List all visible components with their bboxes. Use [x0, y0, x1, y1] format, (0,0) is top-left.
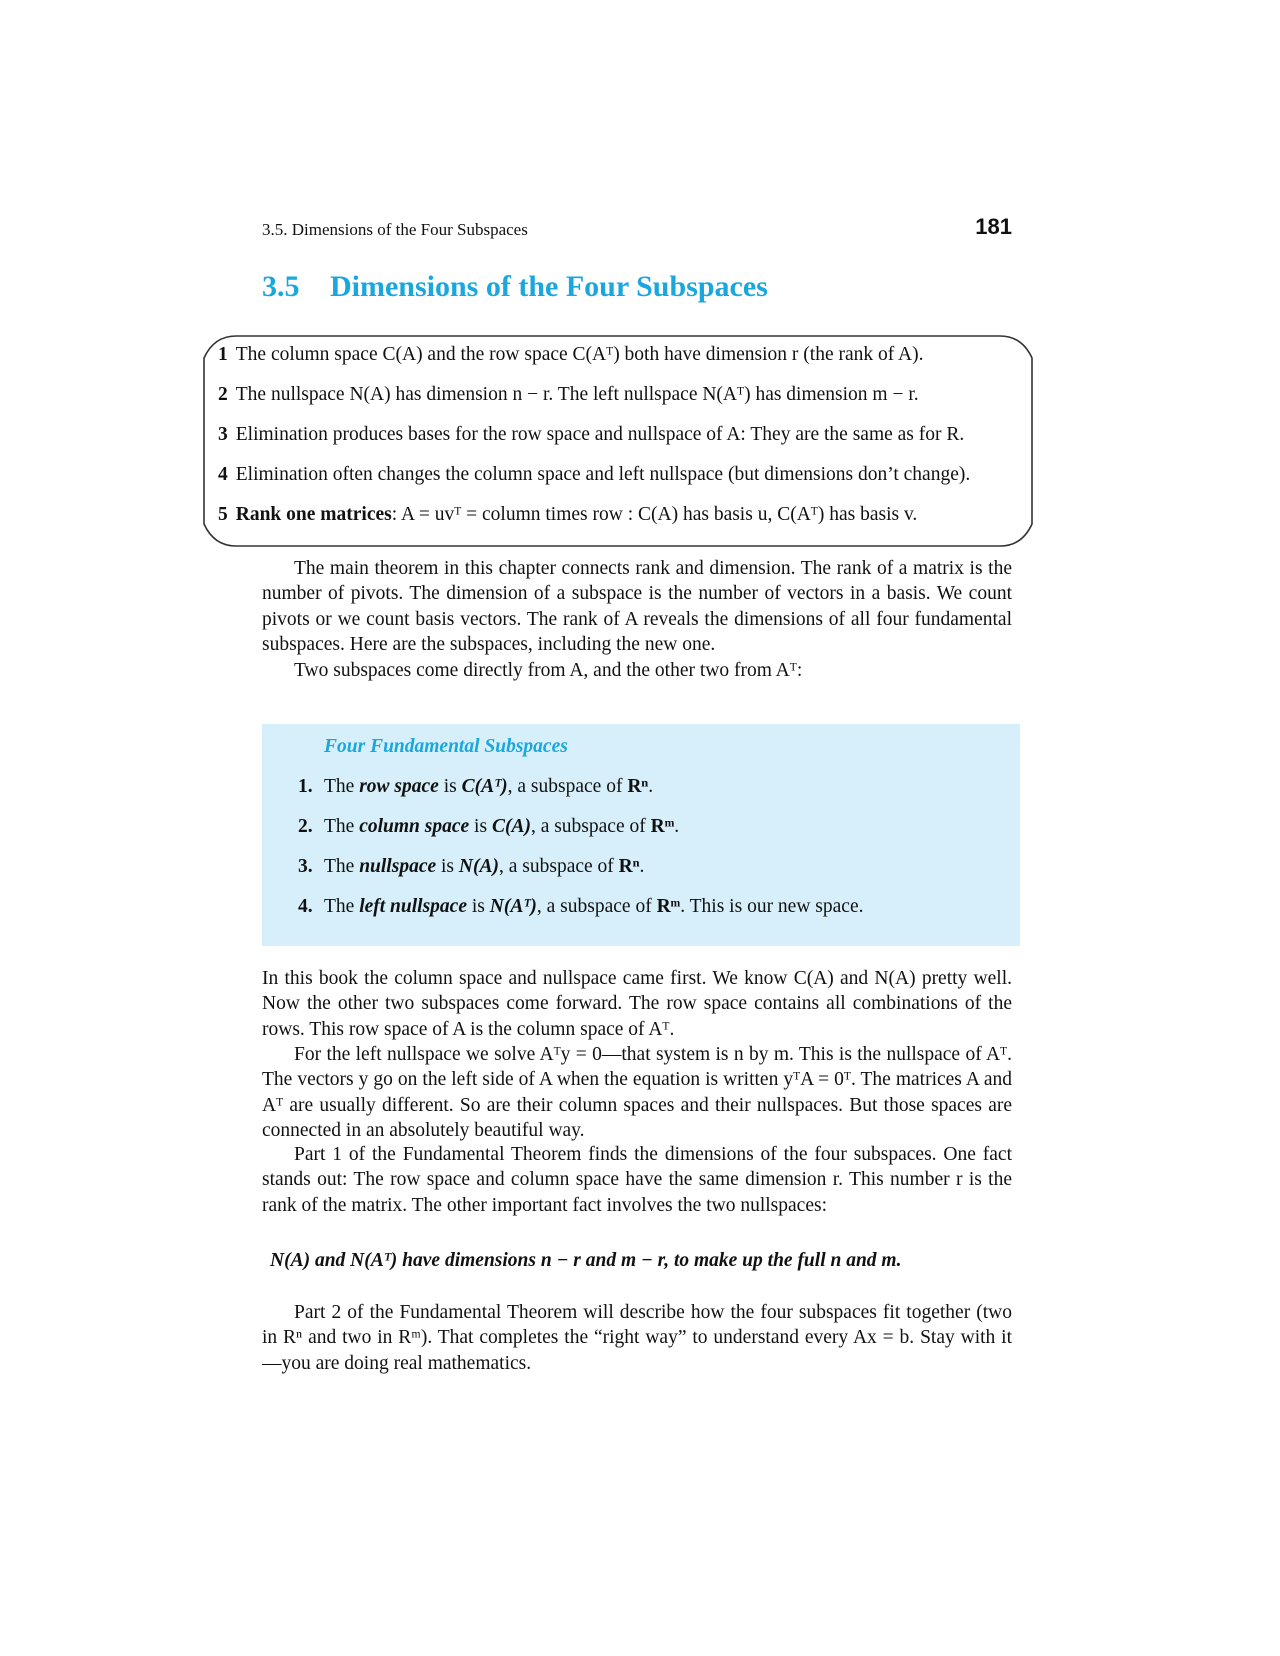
- body-paragraph-4: Part 2 of the Fundamental Theorem will describe how the four subspaces fit together (two in Rⁿ and two in Rᵐ). That completes the “right way” to understand every Ax = b. Stay with it—you are doing real mathematics.: [262, 1302, 1012, 1374]
- summary-item-5: [218, 504, 917, 526]
- summary-item-text: Elimination produces bases for the row space and nullspace of A: They are the same as for R.: [235, 424, 965, 445]
- page-number: 181: [975, 214, 1012, 239]
- body-paragraph-3: Part 1 of the Fundamental Theorem finds the dimensions of the four subspaces. One fact stands out: The row space and column space have the same dimension r. This number r is the rank of the matrix. The other important fact involves the two nullspaces:: [262, 1144, 1012, 1216]
- body-paragraph-1: In this book the column space and nullspace came first. We know C(A) and N(A) pretty well. Now the other two subspaces come forward. The row space contains all combinations of the rows. This row space of A is the column space of Aᵀ.: [262, 968, 1012, 1040]
- callout-item-of: Rⁿ: [627, 776, 649, 797]
- callout-item-4: 4. The left nullspace is N(Aᵀ), a subspace of Rᵐ. This is our new space.: [298, 896, 864, 917]
- callout-item-of: Rᵐ: [656, 896, 681, 917]
- summary-item-number: 1: [218, 344, 228, 365]
- running-head: [262, 214, 1012, 250]
- callout-item-name: row space: [359, 776, 439, 797]
- callout-item-name: left nullspace: [359, 896, 467, 917]
- callout-item-number: 4.: [298, 896, 313, 917]
- summary-item-number: 3: [218, 424, 228, 445]
- summary-item-number: 5: [218, 504, 228, 525]
- callout-item-2: 2. The column space is C(A), a subspace of Rᵐ.: [298, 816, 680, 837]
- callout-item-of: Rⁿ: [618, 856, 640, 877]
- callout-item-number: 2.: [298, 816, 313, 837]
- intro-paragraph-1: The main theorem in this chapter connects rank and dimension. The rank of a matrix is the number of pivots. The dimension of a subspace is the number of vectors in a basis. We count pivots or we count basis vectors. The rank of A reveals the dimensions of all four fundamental subspaces. Here are the subspaces, including the new one.: [262, 558, 1012, 655]
- summary-item-number: 4: [218, 464, 228, 485]
- summary-item-text: The column space C(A) and the row space C(Aᵀ) both have dimension r (the rank of A).: [235, 344, 924, 365]
- summary-item-text: : A = uvᵀ = column times row : C(A) has basis u, C(Aᵀ) has basis v.: [391, 504, 918, 525]
- summary-item-2: [218, 384, 919, 406]
- intro-paragraph-2: Two subspaces come directly from A, and the other two from Aᵀ:: [294, 660, 803, 681]
- summary-item-number: 2: [218, 384, 228, 405]
- section-title: Dimensions of the Four Subspaces: [330, 270, 768, 303]
- callout-item-1: 1. The row space is C(Aᵀ), a subspace of Rⁿ.: [298, 776, 654, 797]
- callout-item-space: N(A): [458, 856, 499, 877]
- callout-item-space: N(Aᵀ): [489, 896, 537, 917]
- summary-item-text: The nullspace N(A) has dimension n − r. The left nullspace N(Aᵀ) has dimension m − r.: [235, 384, 919, 405]
- summary-item-text: Elimination often changes the column space and left nullspace (but dimensions don’t change).: [235, 464, 971, 485]
- summary-item-3: [218, 424, 964, 446]
- section-number: 3.5: [262, 270, 300, 303]
- callout-item-number: 1.: [298, 776, 313, 797]
- callout-item-name: column space: [359, 816, 470, 837]
- body-paragraph-2: For the left nullspace we solve Aᵀy = 0—that system is n by m. This is the nullspace of Aᵀ. The vectors y go on the left side of A when the equation is written yᵀA = 0ᵀ. The matrices A and Aᵀ are usually different. So are their column spaces and their nullspaces. But those spaces are connected in an absolutely beautiful way.: [262, 1044, 1012, 1141]
- callout-item-extra: This is our new space.: [689, 896, 864, 917]
- callout-item-3: 3. The nullspace is N(A), a subspace of Rⁿ.: [298, 856, 645, 877]
- summary-item-lead: Rank one matrices: [235, 504, 392, 525]
- summary-item-4: [218, 464, 970, 486]
- callout-item-number: 3.: [298, 856, 313, 877]
- callout-title: Four Fundamental Subspaces: [324, 736, 568, 757]
- callout-item-of: Rᵐ: [650, 816, 675, 837]
- callout-item-space: C(Aᵀ): [461, 776, 508, 797]
- summary-item-1: [218, 344, 924, 366]
- callout-item-name: nullspace: [359, 856, 437, 877]
- callout-item-space: C(A): [491, 816, 531, 837]
- section-heading: [262, 270, 768, 304]
- running-title: 3.5. Dimensions of the Four Subspaces: [262, 220, 528, 239]
- summary-box: [200, 334, 1036, 548]
- displayed-statement: N(A) and N(Aᵀ) have dimensions n − r and m − r, to make up the full n and m.: [270, 1250, 902, 1271]
- fundamental-subspaces-callout: [262, 724, 1020, 946]
